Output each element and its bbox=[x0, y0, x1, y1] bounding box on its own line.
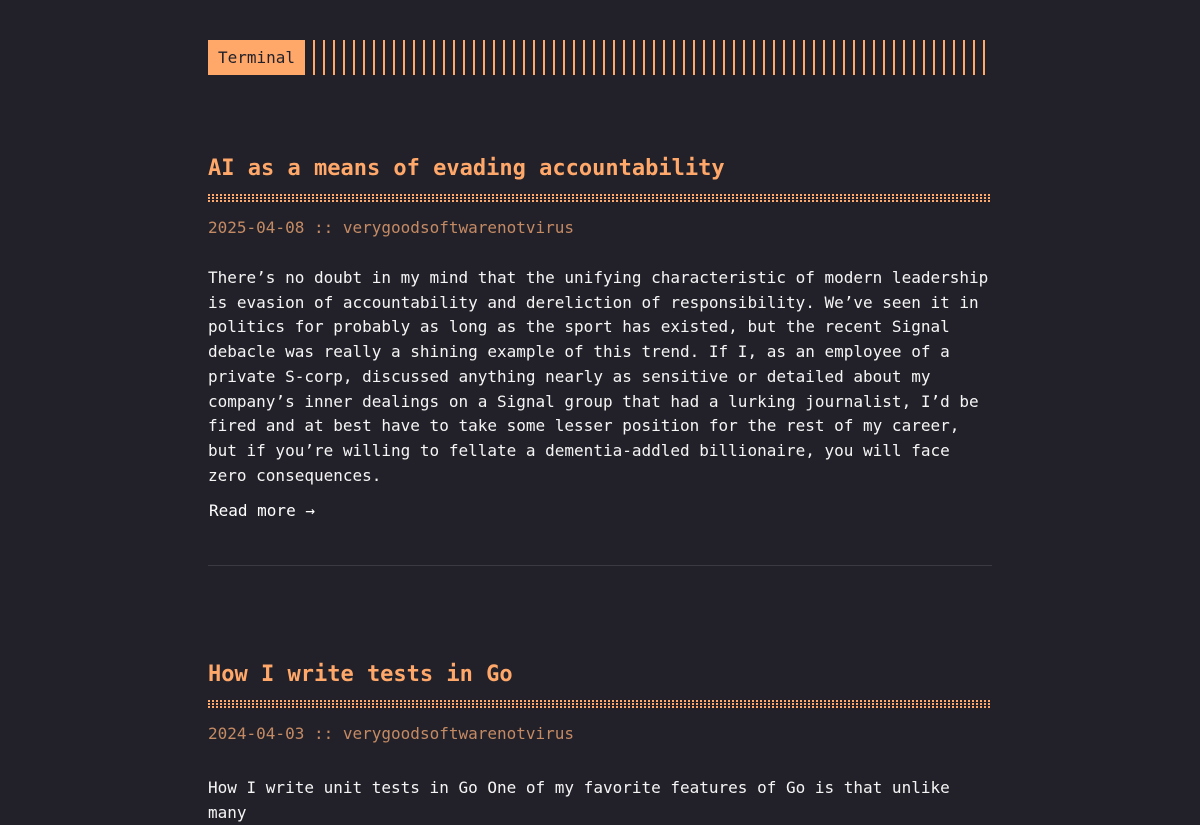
post-author: verygoodsoftwarenotvirus bbox=[342, 218, 575, 237]
post-card bbox=[208, 660, 992, 822]
site-logo[interactable]: Terminal bbox=[208, 40, 305, 75]
header-stripes-decoration bbox=[313, 40, 992, 75]
post-title-link[interactable]: AI as a means of evading accountability bbox=[208, 156, 725, 181]
post-card bbox=[208, 154, 992, 520]
post-excerpt: How I write unit tests in Go One of my favorite features of Go is that unlike many bbox=[208, 778, 950, 822]
post-meta bbox=[208, 722, 574, 746]
post-divider bbox=[208, 565, 992, 566]
site-header bbox=[208, 40, 992, 75]
title-underline-decoration bbox=[208, 700, 992, 708]
post-author: verygoodsoftwarenotvirus bbox=[342, 724, 575, 743]
post-meta bbox=[208, 216, 574, 240]
title-underline-decoration bbox=[208, 194, 992, 202]
post-date: 2025-04-08 bbox=[208, 218, 305, 237]
meta-separator: :: bbox=[313, 218, 334, 237]
post-date: 2024-04-03 bbox=[208, 724, 305, 743]
post-excerpt: There’s no doubt in my mind that the unifying characteristic of modern leadership is evasion of accountability and dereliction of responsibility. We’ve seen it in politics for probably as long as the sport has existed, but the recent Signal debacle was really a shining example of this trend. If I, as an employee of a private S-corp, discussed anything nearly as sensitive or detailed about my company’s inner dealings on a Signal group that had a lurking journalist, I’d be fired and at best have to take some lesser position for the rest of my career, but if you’re willing to fellate a dementia-addled billionaire, you will face zero consequences. bbox=[208, 268, 989, 485]
read-more-link[interactable]: Read more → bbox=[209, 501, 315, 520]
meta-separator: :: bbox=[313, 724, 334, 743]
post-title-link[interactable]: How I write tests in Go bbox=[208, 662, 513, 687]
